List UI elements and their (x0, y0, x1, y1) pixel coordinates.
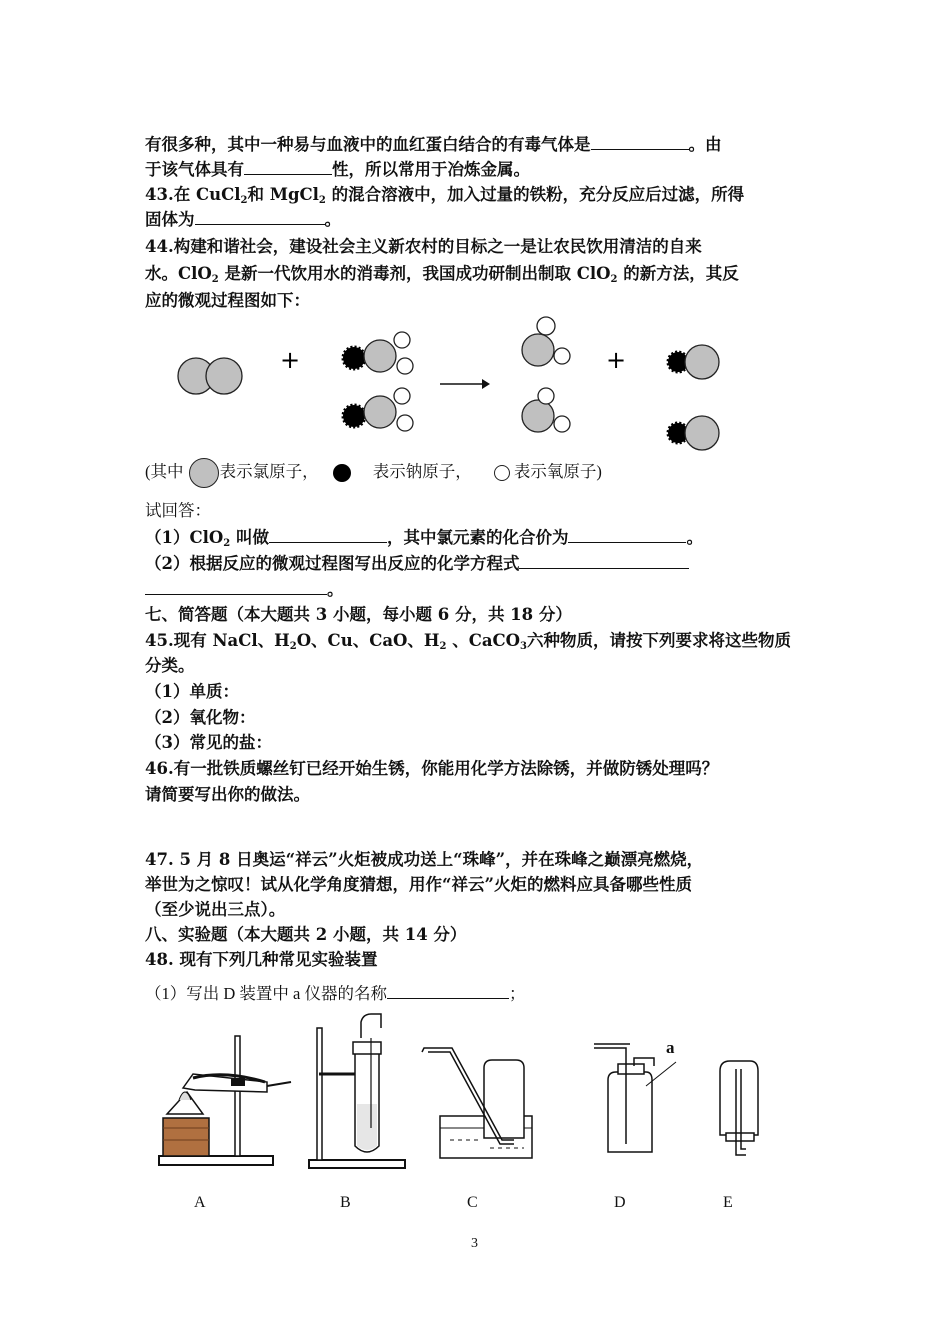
text-line (145, 208, 341, 232)
text-span: 。 (686, 528, 703, 547)
answer-blank[interactable] (387, 982, 509, 999)
subscript: 2 (223, 538, 231, 549)
apparatus-b (305, 1008, 415, 1173)
text-span: 是新一代饮用水的消毒剂，我国成功研制出制取 ClO (218, 264, 611, 283)
chlorine-dioxide-molecule (522, 317, 570, 366)
text-line (145, 898, 285, 922)
text-span: 七、简答题（本大题共 3 小题，每小题 6 分，共 18 分） (145, 605, 572, 624)
legend-prefix: (其中 (145, 461, 184, 481)
answer-blank[interactable] (568, 526, 686, 543)
text-line (145, 873, 692, 897)
text-span: 46.有一批铁质螺丝钉已经开始生锈，你能用化学方法除锈，并做防锈处理吗？ (145, 759, 719, 778)
chlorine-atom-icon (189, 458, 219, 488)
answer-blank[interactable] (591, 133, 689, 150)
text-span: 水。ClO (145, 264, 212, 283)
sodium-atom-icon (333, 464, 351, 482)
legend-chlorine: 表示氯原子， (219, 461, 319, 481)
text-span: 性，所以常用于冶炼金属。 (332, 160, 530, 179)
text-line (145, 654, 195, 678)
text-span: （3）常见的盐： (145, 733, 272, 752)
text-span: 有很多种，其中一种易与血液中的血红蛋白结合的有毒气体是 (145, 135, 591, 154)
section-heading (145, 923, 466, 947)
subscript: 2 (610, 274, 618, 285)
apparatus-d (590, 1040, 690, 1165)
atom-legend (145, 458, 602, 488)
text-span: （1）写出 D 装置中 a 仪器的名称 (145, 984, 387, 1003)
text-span: （1）单质： (145, 682, 239, 701)
apparatus-a (155, 1030, 295, 1170)
text-line (145, 578, 344, 602)
text-span: ，其中氯元素的化合价为 (386, 528, 569, 547)
text-span: 六种物质，请按下列要求将这些物质 (527, 631, 791, 650)
q46-line (145, 757, 718, 781)
q44-line (145, 235, 702, 259)
chlorine-molecule (178, 358, 242, 394)
q48-line (145, 948, 377, 972)
chlorine-dioxide-molecule (522, 388, 570, 432)
subscript: 2 (211, 274, 219, 285)
text-span: 、CaCO (446, 631, 521, 650)
oxygen-atom-icon (494, 465, 510, 481)
answer-blank[interactable] (244, 158, 332, 175)
text-span: （2）氧化物： (145, 708, 256, 727)
plus-sign: + (606, 346, 627, 374)
text-span: 的新方法，其反 (617, 264, 739, 283)
text-line (145, 158, 530, 182)
text-line (145, 262, 739, 292)
reaction-diagram (160, 310, 780, 460)
text-line (145, 133, 722, 157)
legend-oxygen: 表示氧原子) (513, 461, 602, 481)
text-span: 43.在 CuCl (145, 185, 241, 204)
text-span: 分类。 (145, 656, 195, 675)
reaction-arrow (440, 379, 490, 389)
text-span: （1）ClO (145, 528, 224, 547)
text-span: 。由 (688, 135, 722, 154)
answer-blank[interactable] (519, 552, 689, 569)
text-span: 固体为 (145, 210, 195, 229)
text-span: 的混合溶液中，加入过量的铁粉，充分反应后过滤，所得 (325, 185, 745, 204)
q44-part2 (145, 552, 689, 576)
text-span: ； (509, 984, 526, 1003)
text-span: 。 (324, 210, 341, 229)
text-span: 。 (327, 580, 344, 599)
text-line (145, 783, 310, 807)
apparatus-label-c: C (467, 1194, 478, 1211)
text-span: 请简要写出你的做法。 (145, 785, 310, 804)
page-number: 3 (471, 1236, 478, 1251)
apparatus-label-e: E (723, 1194, 733, 1211)
text-span: （至少说出三点）。 (145, 900, 286, 919)
text-span: 47. 5 月 8 日奥运“祥云”火炬被成功送上“珠峰”，并在珠峰之巅漂亮燃烧， (145, 850, 704, 869)
text-span: 和 MgCl (247, 185, 319, 204)
apparatus-label-b: B (340, 1194, 351, 1211)
apparatus-c (420, 1040, 540, 1165)
legend-sodium: 表示钠原子， (372, 461, 472, 481)
text-span: 八、实验题（本大题共 2 小题，共 14 分） (145, 925, 467, 944)
text-span: 举世为之惊叹！试从化学角度猜想，用作“祥云”火炬的燃料应具备哪些性质 (145, 875, 692, 894)
text-span: （2）根据反应的微观过程图写出反应的化学方程式 (145, 554, 520, 573)
text-span: 叫做 (230, 528, 269, 547)
text-span: 48. 现有下列几种常见实验装置 (145, 950, 378, 969)
subscript: 3 (520, 641, 527, 652)
section-heading (145, 603, 572, 627)
text-line (145, 499, 211, 523)
q47-line (145, 848, 703, 872)
subscript: 2 (289, 641, 297, 652)
sodium-chloride-molecule (668, 416, 719, 450)
text-span: O、Cu、CaO、H (296, 631, 440, 650)
text-line (145, 680, 239, 704)
text-span: 于该气体具有 (145, 160, 244, 179)
text-span: 45.现有 NaCl、H (145, 631, 290, 650)
subscript: 2 (318, 195, 326, 206)
plus-sign: + (280, 346, 301, 374)
q45-line (145, 629, 791, 659)
text-span: 试回答： (145, 501, 211, 520)
apparatus-label-a: A (194, 1194, 206, 1211)
subscript: 2 (240, 195, 248, 206)
text-line (145, 731, 272, 755)
apparatus-label-d: D (614, 1194, 626, 1211)
text-span: 应的微观过程图如下： (145, 291, 310, 310)
text-span: 44.构建和谐社会，建设社会主义新农村的目标之一是让农民饮用清洁的自来 (145, 237, 702, 256)
apparatus-e (700, 1055, 780, 1160)
subscript: 2 (439, 641, 447, 652)
sodium-chloride-molecule (668, 345, 719, 379)
answer-blank[interactable] (195, 208, 325, 225)
text-line (145, 982, 526, 1006)
text-line (145, 706, 255, 730)
answer-blank[interactable] (145, 578, 327, 595)
instrument-a-label: a (666, 1038, 675, 1057)
sodium-chlorite-molecule (343, 388, 413, 431)
answer-blank[interactable] (269, 526, 387, 543)
sodium-chlorite-molecule (343, 332, 413, 374)
